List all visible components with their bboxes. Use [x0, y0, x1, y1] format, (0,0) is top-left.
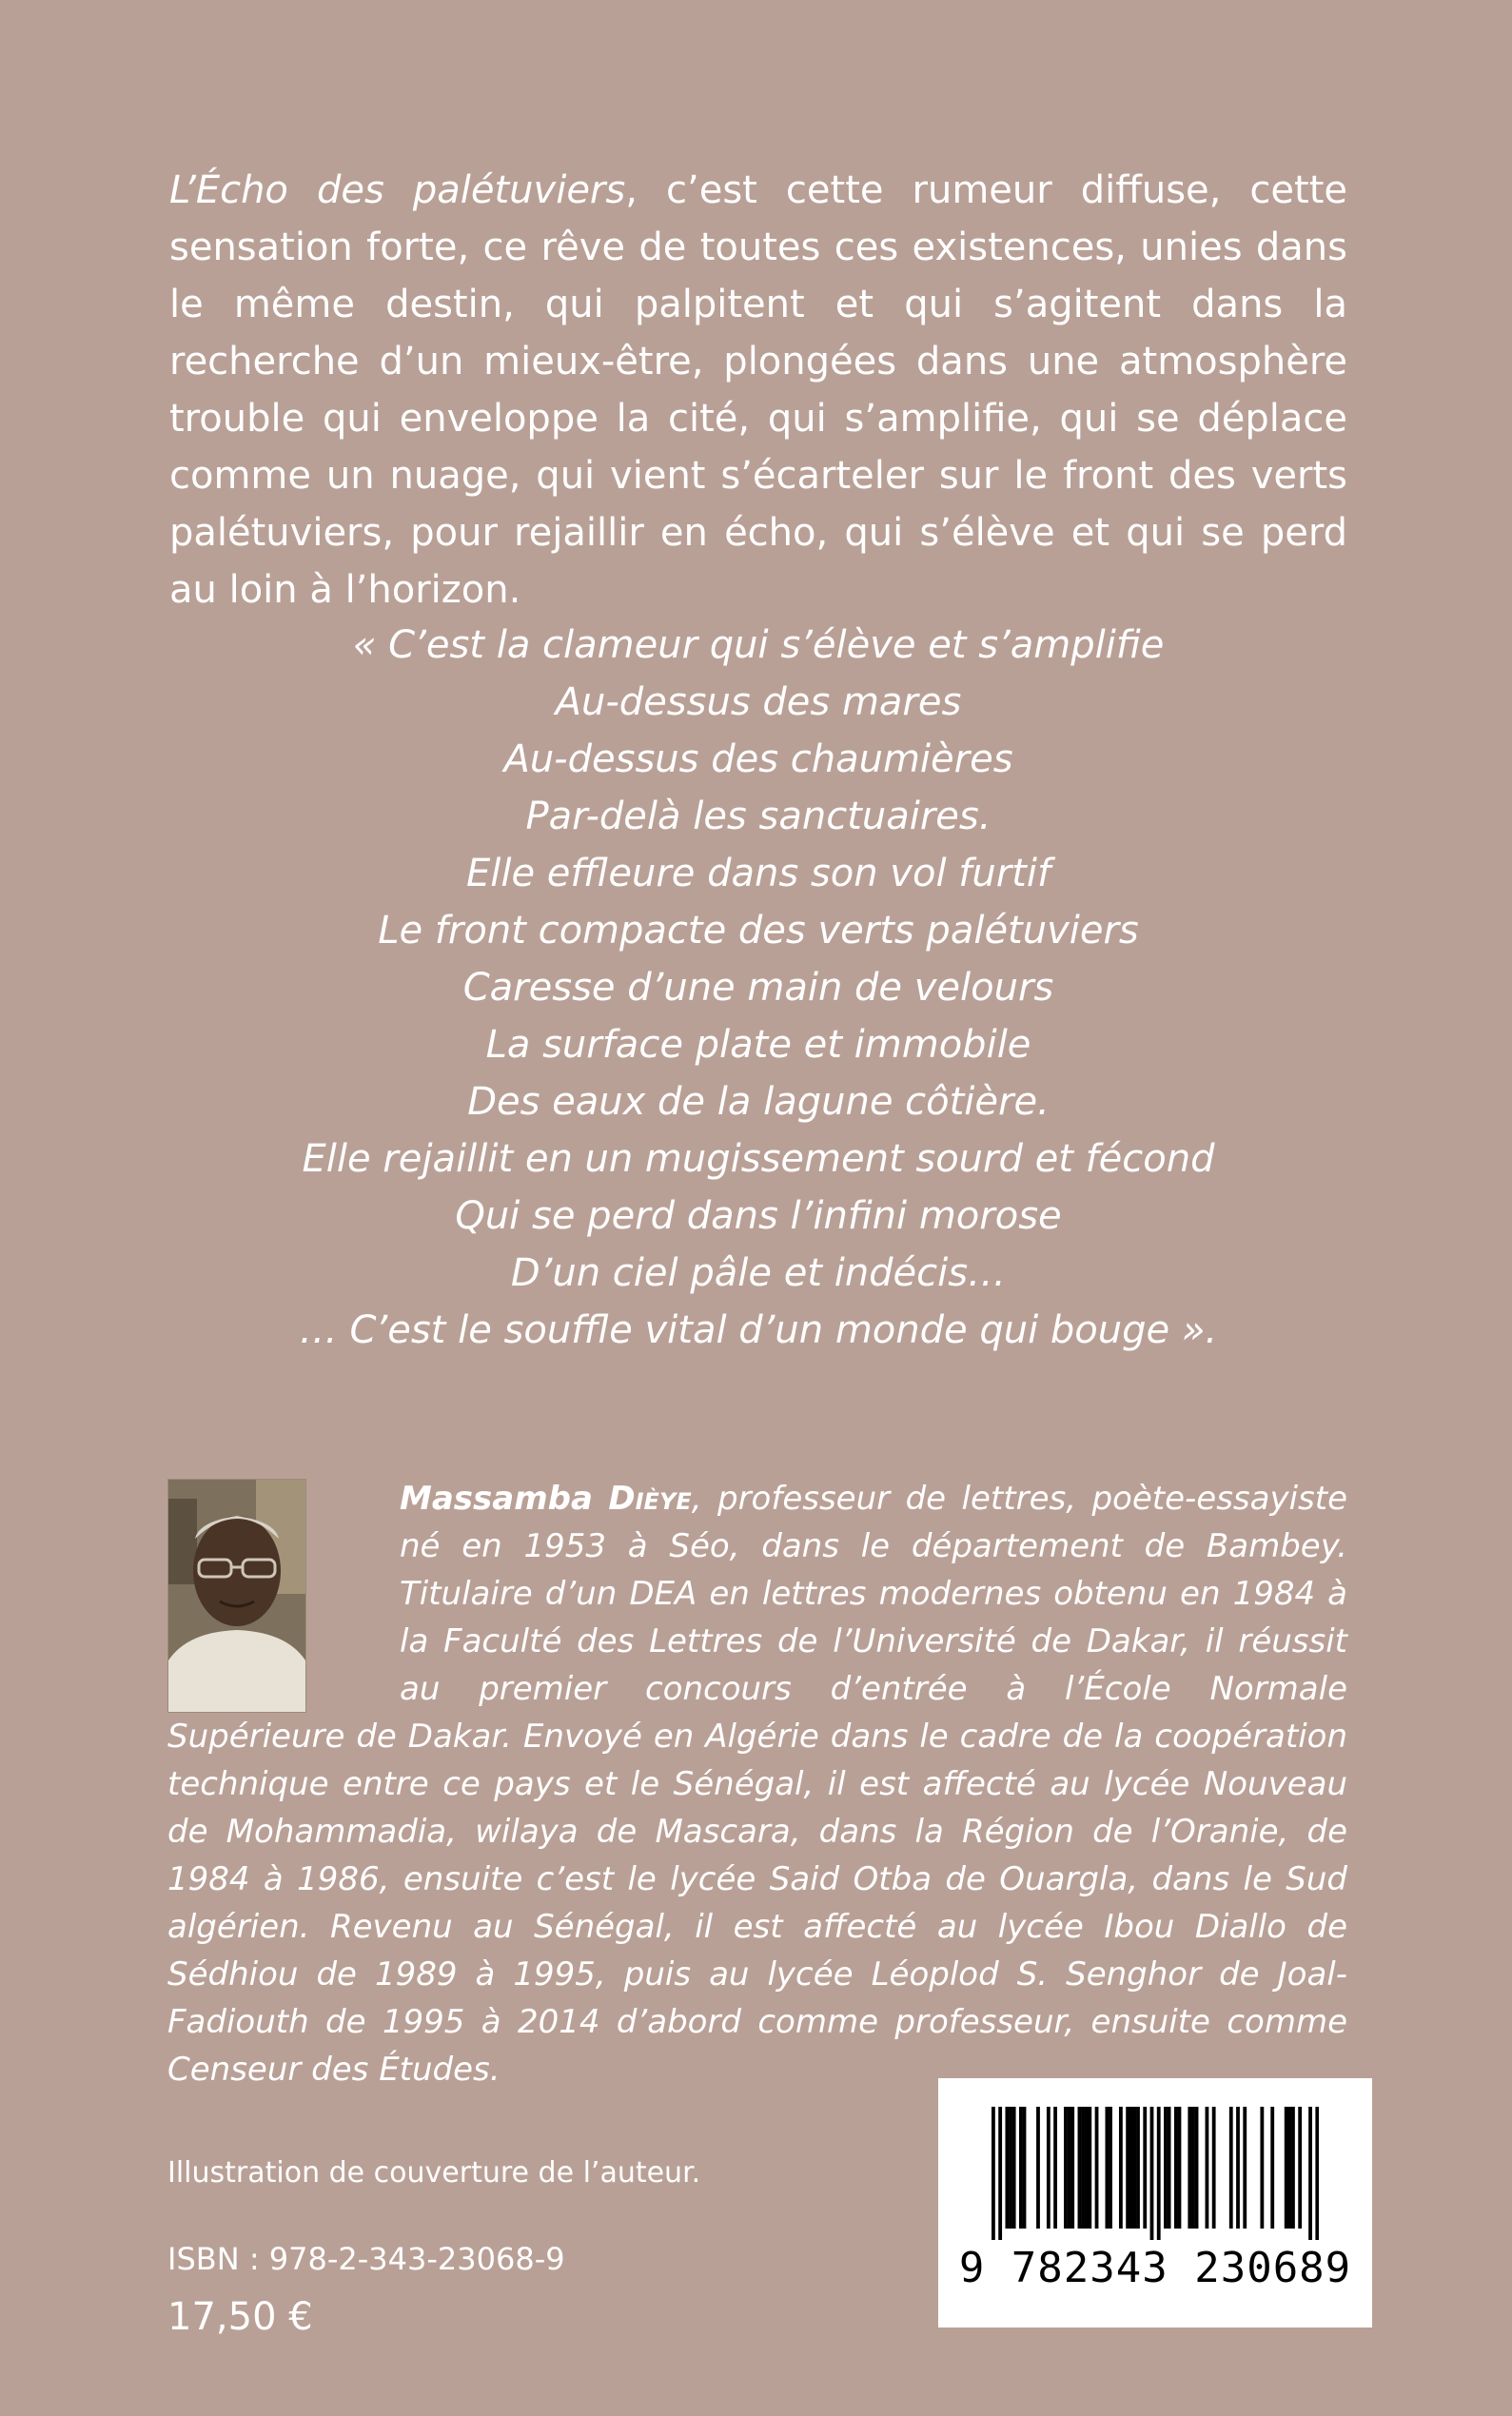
poem-line: Elle effleure dans son vol furtif: [465, 852, 1051, 895]
barcode-bar: [1206, 2107, 1209, 2229]
barcode-bar: [1315, 2107, 1319, 2240]
barcode-bar: [1085, 2107, 1089, 2229]
barcode-bar: [1136, 2107, 1140, 2229]
barcode-bar: [1143, 2107, 1147, 2229]
barcode: [938, 2078, 1372, 2328]
barcode-bar: [1195, 2107, 1199, 2229]
barcode-bar: [1308, 2107, 1312, 2240]
barcode-bar: [1188, 2107, 1191, 2229]
poem-line: Elle rejaillit en un mugissement sourd et fécond: [302, 1137, 1215, 1181]
barcode-bar: [1260, 2107, 1264, 2229]
barcode-bar: [1174, 2107, 1178, 2229]
barcode-bar: [1047, 2107, 1051, 2229]
poem-line: La surface plate et immobile: [485, 1023, 1031, 1067]
poem-line: Le front compacte des verts palétuviers: [378, 909, 1139, 953]
poem-line: « C’est la clameur qui s’élève et s’amplifie: [352, 623, 1165, 667]
barcode-bar: [1070, 2107, 1074, 2229]
barcode-bars: [992, 2107, 1319, 2240]
barcode-bar: [1132, 2107, 1136, 2229]
barcode-bar: [1005, 2107, 1009, 2229]
isbn-label: ISBN : 978-2-343-23068-9: [167, 2241, 565, 2277]
barcode-bar: [1291, 2107, 1295, 2229]
poem-line: Par-delà les sanctuaires.: [525, 795, 992, 838]
barcode-bar: [1236, 2107, 1240, 2229]
barcode-bar: [1036, 2107, 1040, 2229]
barcode-bar: [1191, 2107, 1195, 2229]
barcode-bar: [1157, 2107, 1161, 2240]
barcode-bar: [1178, 2107, 1182, 2229]
barcode-bar: [1129, 2107, 1133, 2229]
author-bio: [167, 1475, 1347, 2093]
barcode-bar: [998, 2107, 1002, 2240]
poem-line: D’un ciel pâle et indécis…: [510, 1251, 1007, 1295]
price-label: 17,50 €: [167, 2295, 313, 2339]
barcode-bar: [1053, 2107, 1057, 2229]
intro-text: , c’est cette rumeur diffuse, cette sensation forte, ce rêve de toutes ces existences, unies dans le même destin, qui palpitent et qui s’agitent dans la recherche d’un mieux-être, plongées dans une atmosphère trouble qui enveloppe la cité, qui s’amplifie, qui se déplace comme un nuage, qui vient s’écarteler sur le front des verts palétuviers, pour rejaillir en écho, qui s’élève et qui se perd au loin à l’horizon.: [169, 168, 1348, 612]
author-bio-text: , professeur de lettres, poète-essayiste né en 1953 à Séo, dans le département de Bambey. Titulaire d’un DEA en lettres modernes obtenu en 1984 à la Faculté des Lettres de l’Université de Dakar, il réussit au premier concours d’entrée à l’École Normale Supérieure de Dakar. Envoyé en Algérie dans le cadre de la coopération technique entre ce pays et le Sénégal, il est affecté au lycée Nouveau de Mohammadia, wilaya de Mascara, dans la Région de l’Oranie, de 1984 à 1986, ensuite c’est le lycée Said Otba de Ouargla, dans le Sud algérien. Revenu au Sénégal, il est affecté au lycée Ibou Diallo de Sédhiou de 1989 à 1995, puis au lycée Léoplod S. Senghor de Joal-Fadiouth de 1995 à 2014 d’abord comme professeur, ensuite comme Censeur des Études.: [167, 1480, 1348, 2089]
barcode-bar: [1150, 2107, 1154, 2240]
barcode-bar: [1088, 2107, 1091, 2229]
barcode-bar: [1287, 2107, 1291, 2229]
barcode-bar: [1095, 2107, 1099, 2229]
poem-line: Caresse d’une main de velours: [462, 966, 1054, 1010]
book-title: L’Écho des palétuviers: [169, 168, 626, 212]
author-first-name: Massamba: [400, 1480, 593, 1518]
barcode-bar: [1064, 2107, 1068, 2229]
poem-line: Au-dessus des mares: [555, 680, 962, 724]
barcode-bar: [1078, 2107, 1082, 2229]
barcode-digits: 9 782343 230689: [958, 2244, 1352, 2292]
barcode-bar: [1012, 2107, 1016, 2229]
author-last-name: Dièye: [608, 1480, 692, 1518]
photo-spacer: [167, 1475, 400, 1711]
poem-line: Qui se perd dans l’infini morose: [455, 1194, 1062, 1238]
barcode-bar: [992, 2107, 995, 2240]
poem: [169, 617, 1347, 1359]
intro-paragraph: [169, 162, 1347, 619]
barcode-bar: [1019, 2107, 1023, 2229]
barcode-bar: [1023, 2107, 1027, 2229]
barcode-bar: [1105, 2107, 1109, 2229]
barcode-bar: [1285, 2107, 1288, 2229]
barcode-bar: [1081, 2107, 1085, 2229]
barcode-bar: [1212, 2107, 1216, 2229]
poem-line: Des eaux de la lagune côtière.: [467, 1080, 1050, 1124]
barcode-bar: [1119, 2107, 1123, 2229]
barcode-bar: [1243, 2107, 1247, 2229]
barcode-bar: [1164, 2107, 1168, 2229]
poem-line: … C’est le souffle vital d’un monde qui bouge ».: [299, 1308, 1218, 1352]
barcode-bar: [1009, 2107, 1012, 2229]
barcode-bar: [1229, 2107, 1233, 2229]
barcode-bar: [1270, 2107, 1274, 2229]
barcode-bar: [1109, 2107, 1112, 2229]
barcode-bar: [1068, 2107, 1071, 2229]
illustration-credit: Illustration de couverture de l’auteur.: [167, 2156, 701, 2190]
barcode-bar: [1168, 2107, 1171, 2229]
barcode-bar: [1298, 2107, 1302, 2229]
barcode-bar: [1126, 2107, 1129, 2229]
poem-line: Au-dessus des chaumières: [503, 737, 1013, 781]
